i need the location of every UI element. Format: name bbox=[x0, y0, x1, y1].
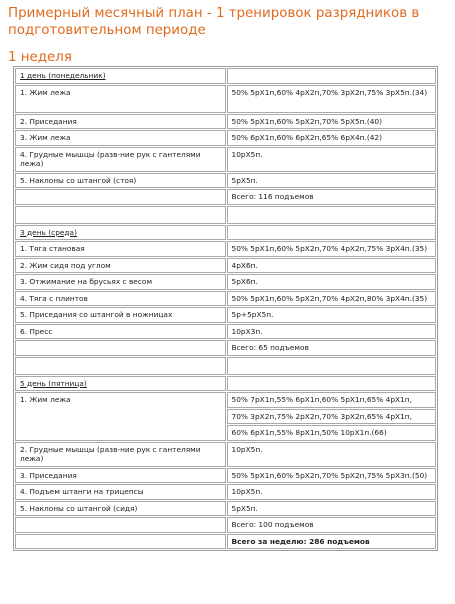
plan-cell: 5рX5п. bbox=[227, 501, 437, 517]
plan-cell: 70% 3рX2п,75% 2рX2п,70% 3рX2п,65% 4рX1п, bbox=[227, 409, 437, 425]
plan-cell: 5рX6п. bbox=[227, 274, 437, 290]
table-row bbox=[15, 484, 436, 500]
exercise-cell: 1. Жим лежа bbox=[15, 392, 226, 441]
exercise-cell: 1. Тяга становая bbox=[15, 241, 226, 257]
exercise-cell: 3. Приседания bbox=[15, 468, 226, 484]
exercise-cell: 3. Отжимание на брусьях с весом bbox=[15, 274, 226, 290]
plan-cell: 10рX5п. bbox=[227, 147, 437, 172]
plan-cell: 4рX6п. bbox=[227, 258, 437, 274]
exercise-cell: 5. Наклоны со штангой (сидя) bbox=[15, 501, 226, 517]
plan-cell: 10рX3п. bbox=[227, 324, 437, 340]
week-total-row bbox=[15, 534, 436, 550]
exercise-cell: 4. Грудные мышцы (разв-ние рук с гантелями лежа) bbox=[15, 147, 226, 172]
total-row bbox=[15, 517, 436, 533]
day-header-row bbox=[15, 225, 436, 241]
exercise-cell: 2. Грудные мышцы (разв-ние рук с гантелями лежа) bbox=[15, 442, 226, 467]
spacer-row bbox=[15, 206, 436, 224]
table-row bbox=[15, 274, 436, 290]
table-row bbox=[15, 442, 436, 467]
empty-cell bbox=[227, 357, 437, 375]
table-row bbox=[15, 291, 436, 307]
plan-cell: 5р+5рX5п. bbox=[227, 307, 437, 323]
table-row bbox=[15, 468, 436, 484]
table-row bbox=[15, 501, 436, 517]
table-row bbox=[15, 258, 436, 274]
table-row bbox=[15, 147, 436, 172]
exercise-cell: 6. Пресс bbox=[15, 324, 226, 340]
exercise-cell: 1. Жим лежа bbox=[15, 85, 226, 113]
empty-cell bbox=[15, 517, 226, 533]
total-row bbox=[15, 189, 436, 205]
plan-cell: 50% 5рX1п,60% 5рX2п,70% 5рX2п,75% 5рX3п.(50) bbox=[227, 468, 437, 484]
table-row bbox=[15, 130, 436, 146]
empty-cell bbox=[227, 68, 437, 84]
plan-cell: 50% 5рX1п,60% 5рX2п,70% 4рX2п,80% 3рX4п.(35) bbox=[227, 291, 437, 307]
empty-cell bbox=[227, 376, 437, 392]
exercise-cell: 2. Приседания bbox=[15, 114, 226, 130]
table-row bbox=[15, 392, 436, 408]
exercise-cell: 5. Наклоны со штангой (стоя) bbox=[15, 173, 226, 189]
empty-cell bbox=[15, 206, 226, 224]
week-total: Всего за неделю: 286 подъемов bbox=[227, 534, 437, 550]
table-row bbox=[15, 241, 436, 257]
exercise-cell: 2. Жим сидя под углом bbox=[15, 258, 226, 274]
empty-cell bbox=[227, 206, 437, 224]
plan-cell: 50% 5рX1п,60% 4рX2п,70% 3рX2п,75% 3рX5п.(34) bbox=[227, 85, 437, 113]
day-header: 3 день (среда) bbox=[15, 225, 226, 241]
empty-cell bbox=[15, 340, 226, 356]
spacer-row bbox=[15, 357, 436, 375]
plan-cell: 10рX5п. bbox=[227, 442, 437, 467]
empty-cell bbox=[227, 225, 437, 241]
plan-cell: 50% 5рX1п,60% 5рX2п,70% 5рX5п.(40) bbox=[227, 114, 437, 130]
training-plan-table bbox=[13, 66, 438, 551]
day-header-row bbox=[15, 68, 436, 84]
plan-cell: 50% 5рX1п,60% 5рX2п,70% 4рX2п,75% 3рX4п.(35) bbox=[227, 241, 437, 257]
exercise-cell: 3. Жим лежа bbox=[15, 130, 226, 146]
table-row bbox=[15, 324, 436, 340]
plan-cell: 50% 6рX1п,60% 6рX2п,65% 6рX4п.(42) bbox=[227, 130, 437, 146]
day-total: Всего: 65 подъемов bbox=[227, 340, 437, 356]
table-row bbox=[15, 173, 436, 189]
table-row bbox=[15, 114, 436, 130]
day-total: Всего: 100 подъемов bbox=[227, 517, 437, 533]
empty-cell bbox=[15, 189, 226, 205]
day-total: Всего: 116 подъемов bbox=[227, 189, 437, 205]
day-header-row bbox=[15, 376, 436, 392]
table-row bbox=[15, 307, 436, 323]
day-header: 1 день (понедельник) bbox=[15, 68, 226, 84]
exercise-cell: 4. Тяга с плинтов bbox=[15, 291, 226, 307]
plan-cell: 10рX5п. bbox=[227, 484, 437, 500]
day-header: 5 день (пятница) bbox=[15, 376, 226, 392]
exercise-cell: 5. Приседания со штангой в ножницах bbox=[15, 307, 226, 323]
exercise-cell: 4. Подъем штанги на трицепсы bbox=[15, 484, 226, 500]
total-row bbox=[15, 340, 436, 356]
empty-cell bbox=[15, 357, 226, 375]
plan-cell: 50% 7рX1п,55% 6рX1п,60% 5рX1п,65% 4рX1п, bbox=[227, 392, 437, 408]
plan-cell: 60% 6рX1п,55% 8рX1п,50% 10рX1п.(66) bbox=[227, 425, 437, 441]
empty-cell bbox=[15, 534, 226, 550]
plan-cell: 5рX5п. bbox=[227, 173, 437, 189]
week-label: 1 неделя bbox=[8, 50, 72, 65]
table-row bbox=[15, 85, 436, 113]
page-title: Примерный месячный план - 1 тренировок разрядников в подготовительном периоде bbox=[8, 6, 420, 38]
